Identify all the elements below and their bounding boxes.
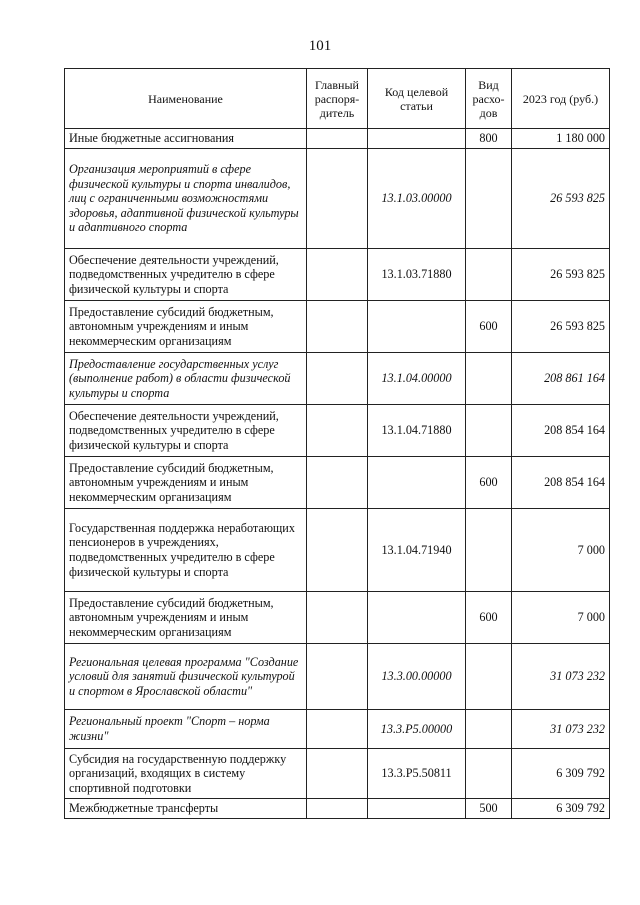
header-name: Наименование [65,69,307,129]
cell-code [368,592,466,644]
cell-type [466,149,512,249]
cell-amount: 7 000 [512,592,610,644]
cell-code: 13.3.00.00000 [368,644,466,710]
cell-type [466,710,512,749]
header-amount: 2023 год (руб.) [512,69,610,129]
cell-amount: 26 593 825 [512,301,610,353]
table-row [65,301,610,353]
table-row [65,509,610,592]
header-manager: Главный распоря-дитель [307,69,368,129]
cell-name: Иные бюджетные ассигнования [65,129,307,149]
cell-code [368,457,466,509]
cell-code: 13.1.04.71940 [368,509,466,592]
cell-manager [307,644,368,710]
cell-amount: 26 593 825 [512,249,610,301]
cell-type: 500 [466,799,512,819]
cell-type: 600 [466,301,512,353]
table-header-row [65,69,610,129]
table-row [65,129,610,149]
cell-manager [307,249,368,301]
table-row [65,149,610,249]
cell-amount: 31 073 232 [512,644,610,710]
cell-manager [307,353,368,405]
cell-type [466,405,512,457]
table-row [65,749,610,799]
cell-manager [307,301,368,353]
cell-manager [307,457,368,509]
cell-amount: 6 309 792 [512,749,610,799]
cell-amount: 26 593 825 [512,149,610,249]
cell-name: Обеспечение деятельности учреждений, подведомственных учредителю в сфере физической культуры и спорта [65,249,307,301]
table-row [65,644,610,710]
cell-code: 13.1.04.71880 [368,405,466,457]
cell-amount: 7 000 [512,509,610,592]
header-code: Код целевой статьи [368,69,466,129]
cell-type: 600 [466,592,512,644]
cell-name: Предоставление субсидий бюджетным, автономным учреждениям и иным некоммерческим организациям [65,301,307,353]
cell-manager [307,592,368,644]
cell-manager [307,799,368,819]
table-row [65,353,610,405]
cell-code: 13.1.03.00000 [368,149,466,249]
cell-name: Обеспечение деятельности учреждений, подведомственных учредителю в сфере физической культуры и спорта [65,405,307,457]
cell-code [368,301,466,353]
cell-amount: 6 309 792 [512,799,610,819]
cell-code [368,799,466,819]
cell-name: Предоставление субсидий бюджетным, автономным учреждениям и иным некоммерческим организациям [65,592,307,644]
cell-amount: 208 854 164 [512,405,610,457]
cell-name: Организация мероприятий в сфере физической культуры и спорта инвалидов, лиц с ограниченными возможностями здоровья, адаптивной физической культуры и адаптивного спорта [65,149,307,249]
cell-name: Предоставление субсидий бюджетным, автономным учреждениям и иным некоммерческим организациям [65,457,307,509]
table-row [65,457,610,509]
cell-code: 13.3.P5.00000 [368,710,466,749]
cell-type [466,749,512,799]
cell-amount: 1 180 000 [512,129,610,149]
cell-manager [307,749,368,799]
cell-type [466,353,512,405]
cell-type: 600 [466,457,512,509]
cell-manager [307,149,368,249]
cell-amount: 31 073 232 [512,710,610,749]
cell-name: Межбюджетные трансферты [65,799,307,819]
cell-amount: 208 854 164 [512,457,610,509]
cell-type: 800 [466,129,512,149]
cell-manager [307,129,368,149]
cell-amount: 208 861 164 [512,353,610,405]
cell-type [466,249,512,301]
cell-manager [307,710,368,749]
cell-manager [307,509,368,592]
table-row [65,710,610,749]
table-row [65,799,610,819]
table-row [65,405,610,457]
budget-table [64,68,610,819]
page-number: 101 [308,38,332,54]
cell-name: Предоставление государственных услуг (выполнение работ) в области физической культуры и спорта [65,353,307,405]
table-row [65,249,610,301]
cell-code: 13.1.03.71880 [368,249,466,301]
cell-name: Региональная целевая программа "Создание условий для занятий физической культурой и спортом в Ярославской области" [65,644,307,710]
cell-manager [307,405,368,457]
cell-type [466,509,512,592]
cell-name: Региональный проект "Спорт – норма жизни" [65,710,307,749]
cell-name: Субсидия на государственную поддержку организаций, входящих в систему спортивной подготовки [65,749,307,799]
cell-type [466,644,512,710]
cell-code: 13.1.04.00000 [368,353,466,405]
cell-name: Государственная поддержка неработающих пенсионеров в учреждениях, подведомственных учредителю в сфере физической культуры и спорта [65,509,307,592]
cell-code: 13.3.P5.50811 [368,749,466,799]
table-body [65,129,610,819]
table-row [65,592,610,644]
cell-code [368,129,466,149]
header-type: Вид расхо-дов [466,69,512,129]
